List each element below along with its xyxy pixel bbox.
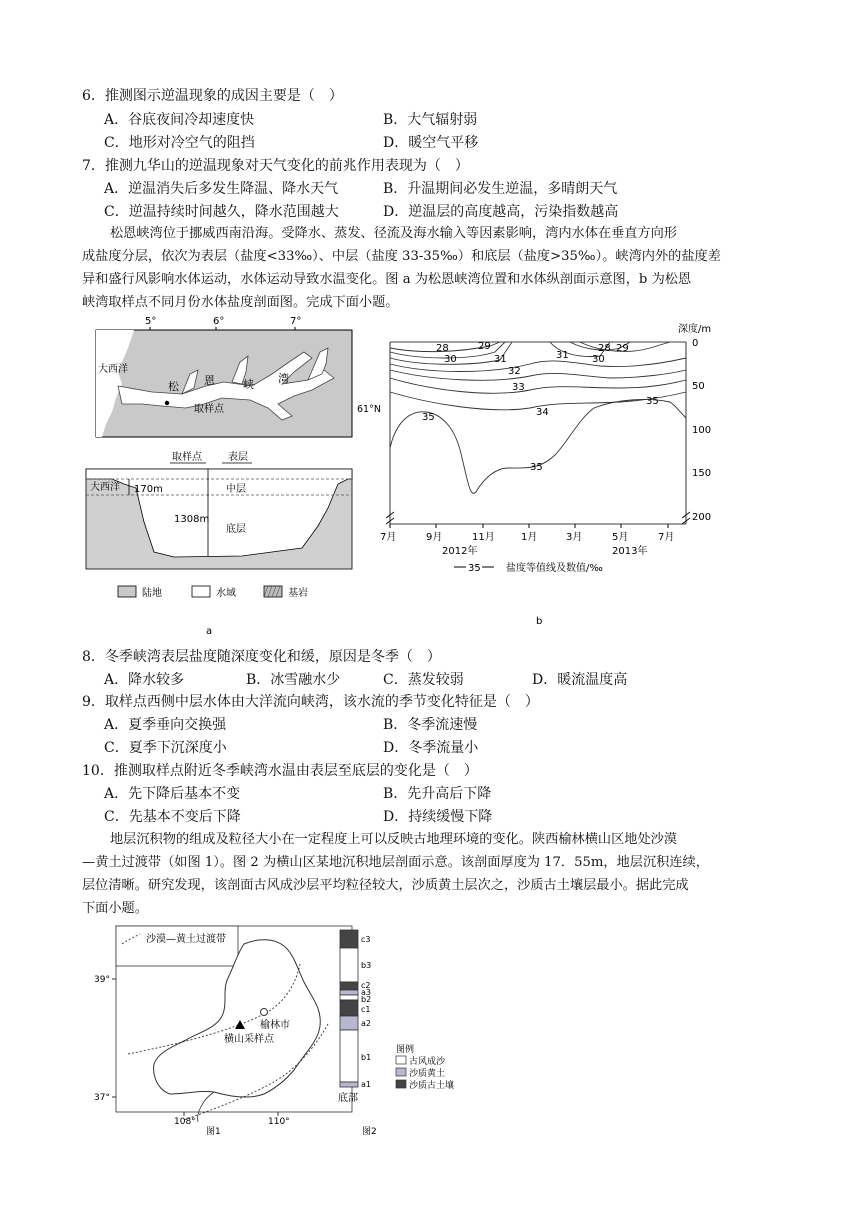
passage2-line3: 层位清晰。研究发现，该剖面古风成沙层平均粒径较大，沙质黄土层次之，沙质古土壤层最小。据此完成 bbox=[82, 878, 689, 893]
q8-option-b[interactable]: B．冰雪融水少 bbox=[246, 672, 341, 688]
q8-option-d[interactable]: D．暖流温度高 bbox=[532, 672, 628, 688]
svg-text:b2: b2 bbox=[361, 995, 372, 1004]
fig-b-month-mar: 3月 bbox=[566, 532, 583, 543]
svg-text:a3: a3 bbox=[361, 988, 371, 997]
fig-b-month-jul-2012: 7月 bbox=[380, 532, 397, 543]
svg-text:31: 31 bbox=[556, 350, 569, 361]
svg-text:a2: a2 bbox=[361, 1019, 371, 1028]
passage2-line1: 地层沉积物的组成及粒径大小在一定程度上可以反映古地理环境的变化。陕西榆林横山区地处沙漠 bbox=[110, 832, 678, 847]
q9-option-c[interactable]: C．夏季下沉深度小 bbox=[104, 740, 227, 756]
svg-text:28: 28 bbox=[436, 343, 449, 354]
fig-b-month-jul-2013: 7月 bbox=[658, 532, 675, 543]
q7-option-c[interactable]: C．逆温持续时间越久，降水范围越大 bbox=[104, 204, 339, 220]
svg-text:b3: b3 bbox=[361, 961, 372, 970]
fig-2-legend-sandy-loess: 沙质黄土 bbox=[409, 1069, 446, 1079]
fig-b-year-2013: 2013年 bbox=[612, 546, 648, 557]
fig-1-city-label: 榆林市 bbox=[260, 1020, 290, 1031]
fig-b-month-sep: 9月 bbox=[426, 532, 443, 543]
figure-b bbox=[380, 318, 730, 636]
q8-option-c[interactable]: C．蒸发较弱 bbox=[383, 672, 464, 688]
fig-1-lat-39: 39° bbox=[94, 975, 110, 985]
passage1-line4: 峡湾取样点不同月份水体盐度剖面图。完成下面小题。 bbox=[82, 295, 399, 310]
fig-1-lon-110: 110° bbox=[268, 1117, 290, 1127]
fig-1-site-label: 横山采样点 bbox=[224, 1034, 274, 1045]
fig-b-depth-50: 50 bbox=[692, 381, 705, 392]
fig-a-legend-land: 陆地 bbox=[142, 588, 162, 599]
fig-b-isoline-labels bbox=[422, 341, 659, 473]
fig-b-year-2012: 2012年 bbox=[442, 546, 478, 557]
svg-text:30: 30 bbox=[592, 354, 605, 365]
svg-text:a1: a1 bbox=[361, 1080, 371, 1089]
fig-a-lat-label: 61°N bbox=[357, 404, 381, 415]
svg-text:c1: c1 bbox=[361, 1005, 371, 1014]
fig-b-month-nov: 11月 bbox=[472, 532, 495, 543]
passage1-line3: 异和盛行风影响水体运动，水体运动导致水温变化。图 a 为松恩峡湾位置和水体纵剖面示意图，b 为松恩 bbox=[82, 272, 692, 287]
q7-stem: 7．推测九华山的逆温现象对天气变化的前兆作用表现为（ ） bbox=[82, 158, 469, 174]
fig-b-month-jan: 1月 bbox=[521, 532, 538, 543]
fig-1-lon-108: 108° bbox=[174, 1117, 196, 1127]
q9-option-b[interactable]: B．冬季流速慢 bbox=[383, 717, 478, 733]
fig-a-sample-label: 取样点 bbox=[194, 404, 224, 415]
svg-text:c3: c3 bbox=[361, 935, 371, 944]
svg-text:34: 34 bbox=[536, 407, 549, 418]
fig-a-legend-bedrock: 基岩 bbox=[288, 588, 308, 599]
fig-b-depth-150: 150 bbox=[692, 468, 712, 479]
fig-b-depth-100: 100 bbox=[692, 425, 712, 436]
fig-a-fjord-char-2: 恩 bbox=[204, 374, 215, 387]
q6-option-b[interactable]: B．大气辐射弱 bbox=[383, 112, 478, 128]
passage2-line4: 下面小题。 bbox=[82, 901, 148, 916]
svg-text:33: 33 bbox=[512, 382, 525, 393]
q7-option-b[interactable]: B．升温期间必发生逆温，多晴朗天气 bbox=[383, 181, 618, 197]
q6-option-c[interactable]: C．地形对冷空气的阻挡 bbox=[104, 135, 255, 151]
fig-1-lat-37: 37° bbox=[94, 1093, 110, 1103]
fig-2-legend-paleosol: 沙质古土壤 bbox=[409, 1081, 455, 1091]
svg-text:b1: b1 bbox=[361, 1053, 372, 1062]
fig-a-fjord-char-4: 湾 bbox=[278, 372, 289, 385]
passage1-line2: 成盐度分层，依次为表层（盐度<33‰）、中层（盐度 33-35‰）和底层（盐度>35‰）。峡湾内外的盐度差 bbox=[82, 249, 721, 264]
fig-1-legend-box bbox=[116, 926, 238, 966]
q10-option-d[interactable]: D．持续缓慢下降 bbox=[383, 809, 493, 825]
svg-text:31: 31 bbox=[494, 354, 507, 365]
svg-text:29: 29 bbox=[478, 341, 491, 352]
figure-a bbox=[82, 312, 382, 642]
fig-a-section-sample-label: 取样点 bbox=[172, 452, 202, 463]
fig-a-lon-6: 6° bbox=[213, 316, 225, 327]
q10-option-c[interactable]: C．先基本不变后下降 bbox=[104, 809, 241, 825]
passage1-line1: 松恩峡湾位于挪威西南沿海。受降水、蒸发、径流及海水输入等因素影响，湾内水体在垂直方向形 bbox=[110, 226, 678, 241]
svg-text:29: 29 bbox=[616, 343, 629, 354]
fig-a-depth-1308: 1308m bbox=[174, 514, 210, 525]
svg-text:c2: c2 bbox=[361, 981, 371, 990]
fig-a-bottom-layer-label: 底层 bbox=[226, 524, 246, 535]
fig-a-sample-point bbox=[165, 401, 169, 405]
fig-2-bottom-label: 底部 bbox=[338, 1093, 358, 1104]
q7-option-d[interactable]: D．逆温层的高度越高，污染指数越高 bbox=[383, 204, 619, 220]
fig-1-legend-text: 沙漠—黄土过渡带 bbox=[146, 934, 226, 945]
fig-a-fjord-char-1: 松 bbox=[168, 380, 179, 393]
q7-option-a[interactable]: A．逆温消失后多发生降温、降水天气 bbox=[104, 181, 339, 197]
figure-2 bbox=[334, 926, 484, 1138]
fig-b-month-may: 5月 bbox=[612, 532, 629, 543]
q6-stem: 6．推测图示逆温现象的成因主要是（ ） bbox=[82, 88, 343, 104]
fig-2-layer-labels bbox=[361, 935, 371, 1089]
q8-stem: 8．冬季峡湾表层盐度随深度变化和缓，原因是冬季（ ） bbox=[82, 649, 441, 665]
q9-stem: 9．取样点西侧中层水体由大洋流向峡湾，该水流的季节变化特征是（ ） bbox=[82, 694, 539, 710]
fig-2-label: 图2 bbox=[362, 1127, 377, 1137]
q6-option-a[interactable]: A．谷底夜间冷却速度快 bbox=[104, 112, 255, 128]
svg-text:30: 30 bbox=[444, 354, 457, 365]
q10-option-a[interactable]: A．先下降后基本不变 bbox=[104, 786, 241, 802]
fig-a-label: a bbox=[206, 626, 213, 637]
fig-b-depth-title: 深度/m bbox=[678, 324, 712, 335]
fig-a-middle-layer-label: 中层 bbox=[226, 484, 246, 495]
fig-a-ocean-label: 大西洋 bbox=[98, 364, 128, 375]
fig-b-depth-200: 200 bbox=[692, 512, 712, 523]
q9-option-d[interactable]: D．冬季流量小 bbox=[383, 740, 479, 756]
fig-a-depth-170: 170m bbox=[134, 484, 163, 495]
svg-text:32: 32 bbox=[508, 366, 521, 377]
q9-option-a[interactable]: A．夏季垂向交换强 bbox=[104, 717, 227, 733]
fig-a-legend-water: 水域 bbox=[216, 588, 236, 599]
fig-b-legend-text: 盐度等值线及数值/‰ bbox=[506, 563, 603, 574]
q8-option-a[interactable]: A．降水较多 bbox=[104, 672, 185, 688]
q10-stem: 10．推测取样点附近冬季峡湾水温由表层至底层的变化是（ ） bbox=[82, 763, 478, 779]
fig-1-label: 图1 bbox=[206, 1127, 221, 1137]
svg-text:35: 35 bbox=[422, 412, 435, 423]
fig-2-column bbox=[340, 930, 358, 1087]
svg-text:35: 35 bbox=[530, 462, 543, 473]
fig-a-lon-7: 7° bbox=[290, 316, 302, 327]
fig-2-legend-aeolian-sand: 古风成沙 bbox=[409, 1057, 446, 1067]
q6-option-d[interactable]: D．暖空气平移 bbox=[383, 135, 479, 151]
svg-text:35: 35 bbox=[646, 396, 659, 407]
fig-b-depth-0: 0 bbox=[692, 338, 699, 349]
fig-b-legend-number: 35 bbox=[468, 563, 481, 574]
figure-1 bbox=[88, 924, 358, 1138]
svg-text:28: 28 bbox=[598, 343, 611, 354]
fig-1-city-marker bbox=[261, 1009, 268, 1016]
passage2-line2: —黄土过渡带（如图 1）。图 2 为横山区某地沉积地层剖面示意。该剖面厚度为 17．55m，地层沉积连续， bbox=[82, 855, 709, 870]
fig-a-section-ocean-label: 大西洋 bbox=[90, 482, 120, 493]
q10-option-b[interactable]: B．先升高后下降 bbox=[383, 786, 492, 802]
fig-a-lon-5: 5° bbox=[145, 316, 157, 327]
fig-a-fjord-char-3: 峡 bbox=[243, 378, 254, 391]
fig-a-section-surface-label: 表层 bbox=[228, 452, 248, 463]
fig-2-legend-title: 图例 bbox=[396, 1045, 415, 1055]
fig-b-label: b bbox=[536, 616, 543, 627]
